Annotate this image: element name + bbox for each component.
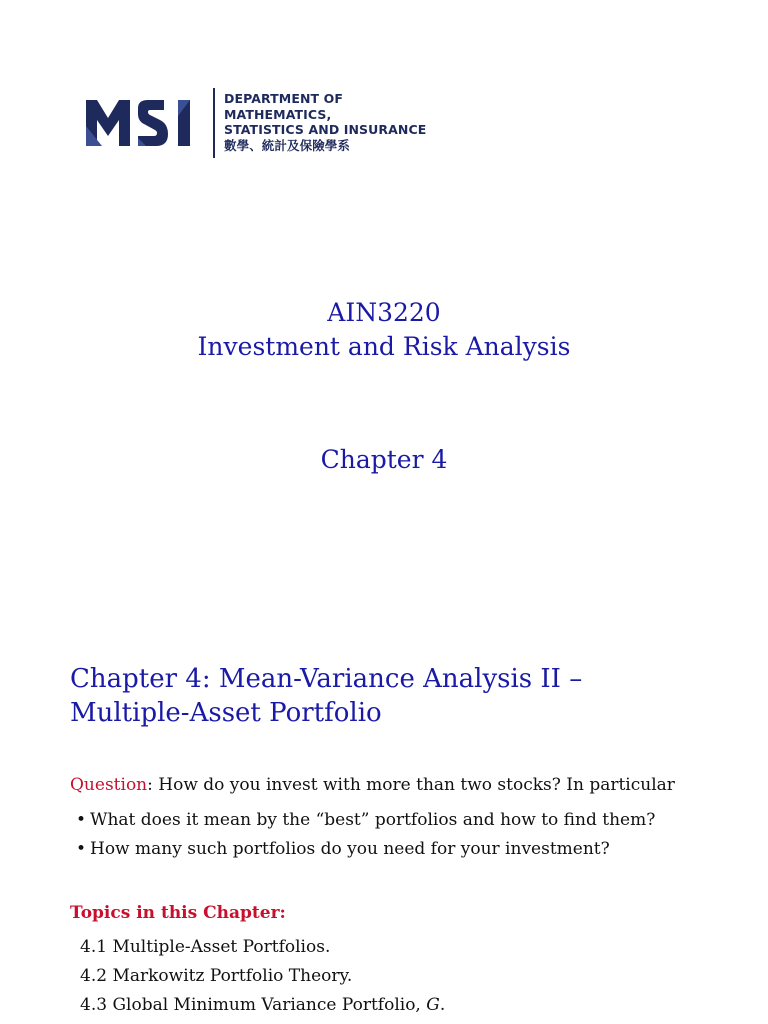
bullet-icon: • [76, 839, 87, 859]
question-bullet-list [76, 806, 655, 864]
section-title: Chapter 4: Mean-Variance Analysis II – Multiple-Asset Portfolio [70, 664, 583, 728]
logo-divider [213, 88, 215, 158]
course-name: Investment and Risk Analysis [197, 332, 571, 361]
list-item: 4.1 Multiple-Asset Portfolios. [80, 937, 331, 957]
question-text: : How do you invest with more than two stocks? In particular [147, 775, 675, 795]
list-item: • How many such portfolios do you need for your investment? [76, 835, 655, 864]
topics-heading: Topics in this Chapter: [70, 903, 286, 923]
list-item: • What does it mean by the “best” portfolios and how to find them? [76, 806, 655, 835]
msi-logo-icon [86, 96, 202, 150]
department-line-2: MATHEMATICS, [224, 106, 332, 122]
topics-list [80, 933, 445, 1020]
department-line-3: STATISTICS AND INSURANCE [224, 122, 427, 137]
math-symbol: G [426, 995, 440, 1015]
course-code: AIN3220 [327, 298, 441, 327]
question-paragraph [70, 773, 675, 797]
question-label: Question [70, 775, 148, 795]
list-item: 4.2 Markowitz Portfolio Theory. [80, 966, 353, 986]
department-line-4-chinese: 數學、統計及保險學系 [224, 137, 351, 153]
bullet-icon: • [76, 810, 87, 830]
chapter-label: Chapter 4 [320, 445, 448, 474]
department-name [224, 91, 426, 153]
department-line-1: DEPARTMENT OF [224, 91, 343, 106]
list-item: 4.3 Global Minimum Variance Portfolio, G. [80, 995, 446, 1015]
department-logo [86, 88, 426, 158]
